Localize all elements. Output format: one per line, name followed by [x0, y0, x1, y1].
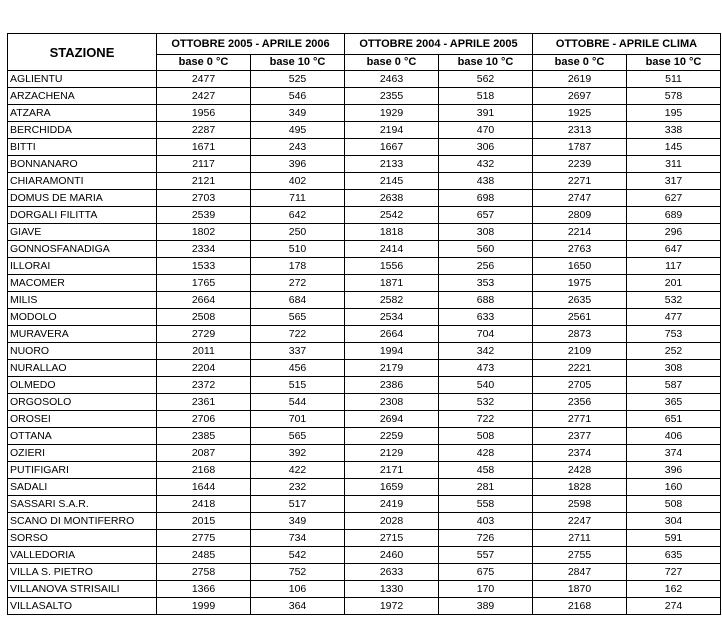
value-cell: 675 [439, 564, 533, 581]
value-cell: 1818 [345, 224, 439, 241]
value-cell: 456 [251, 360, 345, 377]
value-cell: 256 [439, 258, 533, 275]
value-cell: 510 [251, 241, 345, 258]
value-cell: 2542 [345, 207, 439, 224]
station-name-cell: VILLA S. PIETRO [8, 564, 157, 581]
value-cell: 1671 [157, 139, 251, 156]
value-cell: 1556 [345, 258, 439, 275]
value-cell: 657 [439, 207, 533, 224]
value-cell: 752 [251, 564, 345, 581]
station-name-cell: BITTI [8, 139, 157, 156]
table-row [8, 581, 721, 598]
table-row [8, 377, 721, 394]
value-cell: 2385 [157, 428, 251, 445]
table-row [8, 343, 721, 360]
value-cell: 2355 [345, 88, 439, 105]
value-cell: 2121 [157, 173, 251, 190]
period-header-2004-2005: OTTOBRE 2004 - APRILE 2005 [345, 34, 533, 55]
value-cell: 651 [627, 411, 721, 428]
value-cell: 701 [251, 411, 345, 428]
value-cell: 633 [439, 309, 533, 326]
station-name-cell: VALLEDORIA [8, 547, 157, 564]
station-name-cell: MILIS [8, 292, 157, 309]
value-cell: 311 [627, 156, 721, 173]
value-cell: 2485 [157, 547, 251, 564]
table-row [8, 190, 721, 207]
base-0-header: base 0 °C [533, 55, 627, 71]
value-cell: 726 [439, 530, 533, 547]
value-cell: 2204 [157, 360, 251, 377]
value-cell: 477 [627, 309, 721, 326]
value-cell: 2706 [157, 411, 251, 428]
table-row [8, 496, 721, 513]
value-cell: 2214 [533, 224, 627, 241]
value-cell: 2386 [345, 377, 439, 394]
value-cell: 518 [439, 88, 533, 105]
value-cell: 2561 [533, 309, 627, 326]
value-cell: 2428 [533, 462, 627, 479]
value-cell: 2705 [533, 377, 627, 394]
table-row [8, 445, 721, 462]
value-cell: 698 [439, 190, 533, 207]
value-cell: 402 [251, 173, 345, 190]
value-cell: 2028 [345, 513, 439, 530]
value-cell: 1765 [157, 275, 251, 292]
value-cell: 532 [627, 292, 721, 309]
value-cell: 578 [627, 88, 721, 105]
value-cell: 2715 [345, 530, 439, 547]
table-body [8, 71, 721, 615]
degree-days-table [7, 33, 721, 615]
value-cell: 2011 [157, 343, 251, 360]
value-cell: 542 [251, 547, 345, 564]
value-cell: 2664 [345, 326, 439, 343]
value-cell: 1667 [345, 139, 439, 156]
value-cell: 2109 [533, 343, 627, 360]
value-cell: 2313 [533, 122, 627, 139]
station-name-cell: OZIERI [8, 445, 157, 462]
value-cell: 1956 [157, 105, 251, 122]
value-cell: 635 [627, 547, 721, 564]
value-cell: 2847 [533, 564, 627, 581]
value-cell: 2117 [157, 156, 251, 173]
station-name-cell: VILLANOVA STRISAILI [8, 581, 157, 598]
value-cell: 432 [439, 156, 533, 173]
value-cell: 495 [251, 122, 345, 139]
value-cell: 117 [627, 258, 721, 275]
value-cell: 2697 [533, 88, 627, 105]
station-name-cell: MURAVERA [8, 326, 157, 343]
value-cell: 2414 [345, 241, 439, 258]
value-cell: 2771 [533, 411, 627, 428]
station-name-cell: ILLORAI [8, 258, 157, 275]
value-cell: 1870 [533, 581, 627, 598]
station-name-cell: OLMEDO [8, 377, 157, 394]
value-cell: 2259 [345, 428, 439, 445]
value-cell: 1972 [345, 598, 439, 615]
station-name-cell: NURALLAO [8, 360, 157, 377]
value-cell: 2747 [533, 190, 627, 207]
value-cell: 1929 [345, 105, 439, 122]
period-header-2005-2006: OTTOBRE 2005 - APRILE 2006 [157, 34, 345, 55]
value-cell: 2711 [533, 530, 627, 547]
value-cell: 2287 [157, 122, 251, 139]
table-row [8, 428, 721, 445]
station-name-cell: MODOLO [8, 309, 157, 326]
value-cell: 1659 [345, 479, 439, 496]
value-cell: 2334 [157, 241, 251, 258]
value-cell: 2377 [533, 428, 627, 445]
table-row [8, 411, 721, 428]
table-row [8, 547, 721, 564]
value-cell: 2477 [157, 71, 251, 88]
value-cell: 2703 [157, 190, 251, 207]
value-cell: 2775 [157, 530, 251, 547]
value-cell: 2247 [533, 513, 627, 530]
base-0-header: base 0 °C [345, 55, 439, 71]
value-cell: 532 [439, 394, 533, 411]
value-cell: 1999 [157, 598, 251, 615]
value-cell: 2729 [157, 326, 251, 343]
value-cell: 308 [627, 360, 721, 377]
value-cell: 647 [627, 241, 721, 258]
value-cell: 540 [439, 377, 533, 394]
value-cell: 458 [439, 462, 533, 479]
value-cell: 1787 [533, 139, 627, 156]
value-cell: 2539 [157, 207, 251, 224]
value-cell: 2168 [157, 462, 251, 479]
value-cell: 272 [251, 275, 345, 292]
value-cell: 1975 [533, 275, 627, 292]
value-cell: 195 [627, 105, 721, 122]
value-cell: 106 [251, 581, 345, 598]
table-row [8, 598, 721, 615]
value-cell: 178 [251, 258, 345, 275]
table-row [8, 105, 721, 122]
value-cell: 517 [251, 496, 345, 513]
value-cell: 727 [627, 564, 721, 581]
station-name-cell: BONNANARO [8, 156, 157, 173]
station-name-cell: SCANO DI MONTIFERRO [8, 513, 157, 530]
value-cell: 308 [439, 224, 533, 241]
value-cell: 2372 [157, 377, 251, 394]
value-cell: 374 [627, 445, 721, 462]
table-row [8, 564, 721, 581]
station-name-cell: GIAVE [8, 224, 157, 241]
value-cell: 1925 [533, 105, 627, 122]
value-cell: 1871 [345, 275, 439, 292]
value-cell: 389 [439, 598, 533, 615]
value-cell: 2087 [157, 445, 251, 462]
station-column-header: STAZIONE [8, 34, 157, 71]
value-cell: 2463 [345, 71, 439, 88]
table-row [8, 207, 721, 224]
table-row [8, 513, 721, 530]
value-cell: 296 [627, 224, 721, 241]
value-cell: 2809 [533, 207, 627, 224]
degree-days-table-container [7, 33, 721, 615]
value-cell: 508 [627, 496, 721, 513]
value-cell: 1828 [533, 479, 627, 496]
value-cell: 349 [251, 105, 345, 122]
value-cell: 353 [439, 275, 533, 292]
value-cell: 734 [251, 530, 345, 547]
value-cell: 689 [627, 207, 721, 224]
value-cell: 1366 [157, 581, 251, 598]
table-row [8, 122, 721, 139]
value-cell: 508 [439, 428, 533, 445]
value-cell: 396 [627, 462, 721, 479]
base-10-header: base 10 °C [251, 55, 345, 71]
value-cell: 2873 [533, 326, 627, 343]
value-cell: 1802 [157, 224, 251, 241]
value-cell: 525 [251, 71, 345, 88]
value-cell: 365 [627, 394, 721, 411]
value-cell: 2129 [345, 445, 439, 462]
table-row [8, 156, 721, 173]
value-cell: 2239 [533, 156, 627, 173]
value-cell: 392 [251, 445, 345, 462]
station-name-cell: GONNOSFANADIGA [8, 241, 157, 258]
value-cell: 470 [439, 122, 533, 139]
table-row [8, 139, 721, 156]
value-cell: 406 [627, 428, 721, 445]
value-cell: 349 [251, 513, 345, 530]
value-cell: 2508 [157, 309, 251, 326]
value-cell: 337 [251, 343, 345, 360]
value-cell: 2694 [345, 411, 439, 428]
value-cell: 438 [439, 173, 533, 190]
value-cell: 591 [627, 530, 721, 547]
value-cell: 281 [439, 479, 533, 496]
value-cell: 2598 [533, 496, 627, 513]
value-cell: 2755 [533, 547, 627, 564]
value-cell: 587 [627, 377, 721, 394]
station-name-cell: OROSEI [8, 411, 157, 428]
value-cell: 2633 [345, 564, 439, 581]
value-cell: 274 [627, 598, 721, 615]
value-cell: 304 [627, 513, 721, 530]
value-cell: 2419 [345, 496, 439, 513]
value-cell: 145 [627, 139, 721, 156]
value-cell: 722 [251, 326, 345, 343]
value-cell: 2356 [533, 394, 627, 411]
value-cell: 201 [627, 275, 721, 292]
value-cell: 560 [439, 241, 533, 258]
base-10-header: base 10 °C [627, 55, 721, 71]
value-cell: 2168 [533, 598, 627, 615]
station-name-cell: DORGALI FILITTA [8, 207, 157, 224]
value-cell: 396 [251, 156, 345, 173]
table-row [8, 479, 721, 496]
table-row [8, 241, 721, 258]
value-cell: 2145 [345, 173, 439, 190]
value-cell: 1994 [345, 343, 439, 360]
value-cell: 243 [251, 139, 345, 156]
station-name-cell: OTTANA [8, 428, 157, 445]
station-name-cell: AGLIENTU [8, 71, 157, 88]
value-cell: 2635 [533, 292, 627, 309]
value-cell: 2179 [345, 360, 439, 377]
table-row [8, 275, 721, 292]
table-row [8, 292, 721, 309]
value-cell: 2171 [345, 462, 439, 479]
value-cell: 2763 [533, 241, 627, 258]
value-cell: 2427 [157, 88, 251, 105]
value-cell: 688 [439, 292, 533, 309]
value-cell: 1533 [157, 258, 251, 275]
value-cell: 403 [439, 513, 533, 530]
value-cell: 2758 [157, 564, 251, 581]
value-cell: 704 [439, 326, 533, 343]
table-row [8, 462, 721, 479]
value-cell: 642 [251, 207, 345, 224]
value-cell: 557 [439, 547, 533, 564]
value-cell: 546 [251, 88, 345, 105]
value-cell: 2133 [345, 156, 439, 173]
value-cell: 722 [439, 411, 533, 428]
value-cell: 544 [251, 394, 345, 411]
value-cell: 232 [251, 479, 345, 496]
value-cell: 515 [251, 377, 345, 394]
value-cell: 317 [627, 173, 721, 190]
value-cell: 2619 [533, 71, 627, 88]
value-cell: 2015 [157, 513, 251, 530]
table-row [8, 309, 721, 326]
value-cell: 428 [439, 445, 533, 462]
value-cell: 162 [627, 581, 721, 598]
value-cell: 565 [251, 428, 345, 445]
station-name-cell: PUTIFIGARI [8, 462, 157, 479]
value-cell: 1330 [345, 581, 439, 598]
value-cell: 627 [627, 190, 721, 207]
value-cell: 511 [627, 71, 721, 88]
table-row [8, 394, 721, 411]
value-cell: 2664 [157, 292, 251, 309]
value-cell: 252 [627, 343, 721, 360]
table-row [8, 258, 721, 275]
value-cell: 338 [627, 122, 721, 139]
value-cell: 250 [251, 224, 345, 241]
value-cell: 1644 [157, 479, 251, 496]
table-row [8, 71, 721, 88]
period-header-clima: OTTOBRE - APRILE CLIMA [533, 34, 721, 55]
value-cell: 2638 [345, 190, 439, 207]
value-cell: 711 [251, 190, 345, 207]
station-name-cell: SORSO [8, 530, 157, 547]
table-row [8, 326, 721, 343]
value-cell: 2534 [345, 309, 439, 326]
value-cell: 364 [251, 598, 345, 615]
station-name-cell: CHIARAMONTI [8, 173, 157, 190]
station-name-cell: BERCHIDDA [8, 122, 157, 139]
value-cell: 2361 [157, 394, 251, 411]
table-row [8, 224, 721, 241]
table-header [8, 34, 721, 71]
value-cell: 170 [439, 581, 533, 598]
value-cell: 2460 [345, 547, 439, 564]
value-cell: 565 [251, 309, 345, 326]
station-name-cell: ATZARA [8, 105, 157, 122]
value-cell: 558 [439, 496, 533, 513]
value-cell: 2582 [345, 292, 439, 309]
value-cell: 1650 [533, 258, 627, 275]
value-cell: 473 [439, 360, 533, 377]
table-row [8, 360, 721, 377]
value-cell: 2308 [345, 394, 439, 411]
value-cell: 2194 [345, 122, 439, 139]
value-cell: 422 [251, 462, 345, 479]
station-name-cell: VILLASALTO [8, 598, 157, 615]
header-row-periods [8, 34, 721, 55]
station-name-cell: MACOMER [8, 275, 157, 292]
table-row [8, 530, 721, 547]
value-cell: 562 [439, 71, 533, 88]
value-cell: 160 [627, 479, 721, 496]
table-row [8, 173, 721, 190]
station-name-cell: SASSARI S.A.R. [8, 496, 157, 513]
station-name-cell: DOMUS DE MARIA [8, 190, 157, 207]
value-cell: 2221 [533, 360, 627, 377]
table-row [8, 88, 721, 105]
value-cell: 342 [439, 343, 533, 360]
base-0-header: base 0 °C [157, 55, 251, 71]
station-name-cell: ORGOSOLO [8, 394, 157, 411]
station-name-cell: SADALI [8, 479, 157, 496]
value-cell: 753 [627, 326, 721, 343]
value-cell: 2418 [157, 496, 251, 513]
station-name-cell: ARZACHENA [8, 88, 157, 105]
base-10-header: base 10 °C [439, 55, 533, 71]
value-cell: 2374 [533, 445, 627, 462]
value-cell: 2271 [533, 173, 627, 190]
value-cell: 684 [251, 292, 345, 309]
station-name-cell: NUORO [8, 343, 157, 360]
value-cell: 306 [439, 139, 533, 156]
value-cell: 391 [439, 105, 533, 122]
